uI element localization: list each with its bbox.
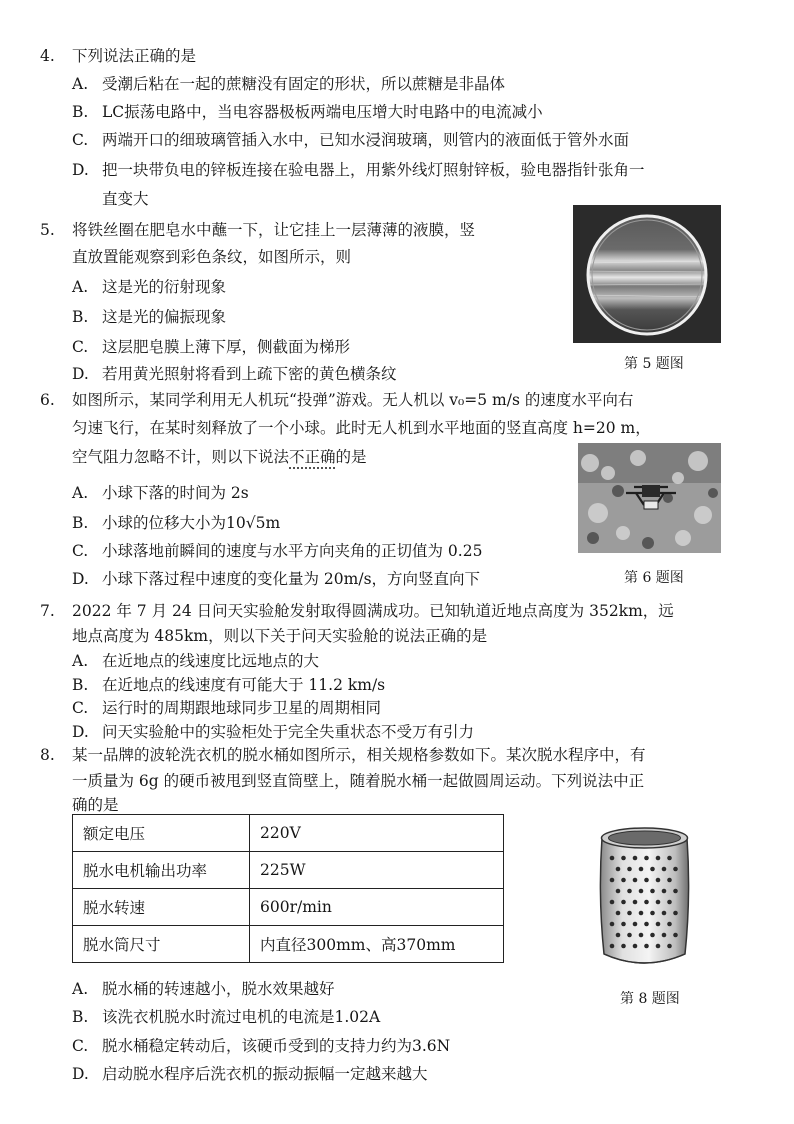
drum-hole — [633, 922, 638, 927]
q7-option-b-label: B. — [72, 676, 89, 694]
drum-hole — [644, 856, 649, 861]
q5-stem-line1: 将铁丝圈在肥皂水中蘸一下，让它挂上一层薄薄的液膜，竖 — [72, 221, 476, 239]
spec-value: 内直径300mm、高370mm — [250, 926, 504, 963]
q6-figure-caption: 第 6 题图 — [624, 570, 684, 586]
table-row — [73, 852, 504, 889]
drum-hole — [673, 889, 678, 894]
q6-stem-line3-a: 空气阻力忽略不计，则以下说法 — [72, 448, 290, 466]
q5-stem-line2: 直放置能观察到彩色条纹，如图所示，则 — [72, 248, 352, 266]
q5-option-c-label: C. — [72, 338, 89, 356]
drum-hole — [656, 856, 661, 861]
drum-hole — [650, 933, 655, 938]
drum-hole — [610, 922, 615, 927]
drum-hole — [616, 867, 621, 872]
q6-figure-drone-photo — [578, 443, 721, 553]
q7-number: 7. — [40, 602, 55, 620]
drum-hole — [639, 933, 644, 938]
q6-stem-line2: 匀速飞行，在某时刻释放了一个小球。此时无人机到水平地面的竖直高度 h=20 m， — [72, 419, 651, 437]
drum-hole — [673, 911, 678, 916]
q6-number: 6. — [40, 391, 55, 409]
table-row — [73, 889, 504, 926]
q4-option-d-label: D. — [72, 161, 89, 179]
q5-option-d-text: 若用黄光照射将看到上疏下密的黄色横条纹 — [102, 365, 397, 383]
q7-stem-line2: 地点高度为 485km，则以下关于问天实验舱的说法正确的是 — [72, 627, 488, 645]
spec-key: 脱水筒尺寸 — [73, 926, 250, 963]
drum-hole — [667, 944, 672, 949]
drum-hole — [650, 867, 655, 872]
q8-spec-table — [72, 814, 504, 963]
q4-number: 4. — [40, 47, 55, 65]
drum-hole — [639, 867, 644, 872]
spec-value: 220V — [250, 815, 504, 852]
q6-emphasis-not-correct: 不正确 — [289, 448, 336, 466]
drum-hole — [633, 856, 638, 861]
q4-stem: 下列说法正确的是 — [72, 47, 197, 65]
drum-hole — [667, 878, 672, 883]
drum-hole — [621, 922, 626, 927]
q6-stem-line3 — [72, 446, 367, 468]
drum-hole — [621, 878, 626, 883]
q5-option-a-text: 这是光的衍射现象 — [102, 278, 227, 296]
drum-hole — [656, 944, 661, 949]
drum-hole — [667, 856, 672, 861]
q8-figure-caption: 第 8 题图 — [620, 991, 680, 1007]
spec-value: 600r/min — [250, 889, 504, 926]
table-row — [73, 926, 504, 963]
drum-hole — [610, 944, 615, 949]
drum-hole — [650, 889, 655, 894]
q8-option-d-label: D. — [72, 1065, 89, 1083]
q6-stem-line3-c: 的是 — [335, 448, 367, 466]
drum-hole — [656, 900, 661, 905]
drum-hole — [644, 922, 649, 927]
drum-hole — [673, 867, 678, 872]
drum-hole — [656, 878, 661, 883]
q5-option-b-label: B. — [72, 308, 89, 326]
spec-key: 额定电压 — [73, 815, 250, 852]
drum-hole — [621, 856, 626, 861]
q8-stem-line3: 确的是 — [72, 796, 119, 814]
drum-hole — [610, 878, 615, 883]
q4-option-d-text: 把一块带负电的锌板连接在验电器上，用紫外线灯照射锌板，验电器指针张角一 — [102, 161, 645, 179]
drum-hole — [667, 900, 672, 905]
q7-option-c-label: C. — [72, 699, 89, 717]
q8-option-c-text: 脱水桶稳定转动后，该硬币受到的支持力约为3.6N — [102, 1037, 451, 1055]
drum-hole — [662, 867, 667, 872]
q7-option-d-label: D. — [72, 723, 89, 741]
q8-stem-line1: 某一品牌的波轮洗衣机的脱水桶如图所示，相关规格参数如下。某次脱水程序中，有 — [72, 746, 646, 764]
q6-stem-line1: 如图所示，某同学利用无人机玩“投弹”游戏。无人机以 v₀=5 m/s 的速度水平向右 — [72, 391, 634, 409]
q7-option-a-label: A. — [72, 652, 89, 670]
drum-hole — [673, 933, 678, 938]
q4-option-d-text-cont: 直变大 — [102, 190, 149, 208]
drum-hole — [633, 878, 638, 883]
q6-option-a-text: 小球下落的时间为 2s — [102, 484, 249, 502]
q5-figure-caption: 第 5 题图 — [624, 356, 684, 372]
drum-hole — [616, 933, 621, 938]
spec-key: 脱水转速 — [73, 889, 250, 926]
drum-hole — [627, 889, 632, 894]
drum-hole — [650, 911, 655, 916]
drum-hole — [639, 911, 644, 916]
q5-option-c-text: 这层肥皂膜上薄下厚，侧截面为梯形 — [102, 338, 351, 356]
q7-option-d-text: 问天实验舱中的实验柜处于完全失重状态不受万有引力 — [102, 723, 475, 741]
q8-option-a-label: A. — [72, 980, 89, 998]
drum-hole — [656, 922, 661, 927]
q8-option-d-text: 启动脱水程序后洗衣机的振动振幅一定越来越大 — [102, 1065, 428, 1083]
drum-hole — [662, 933, 667, 938]
q4-option-b-label: B. — [72, 103, 89, 121]
drum-hole — [633, 900, 638, 905]
q8-option-b-label: B. — [72, 1008, 89, 1026]
q8-number: 8. — [40, 746, 55, 764]
q8-option-b-text: 该洗衣机脱水时流过电机的电流是1.02A — [102, 1008, 381, 1026]
q7-option-c-text: 运行时的周期跟地球同步卫星的周期相同 — [102, 699, 382, 717]
q4-option-a-text: 受潮后粘在一起的蔗糖没有固定的形状，所以蔗糖是非晶体 — [102, 75, 506, 93]
q8-option-a-text: 脱水桶的转速越小，脱水效果越好 — [102, 980, 335, 998]
drum-hole — [621, 900, 626, 905]
q8-figure-spin-drum — [592, 822, 697, 972]
drum-hole — [627, 867, 632, 872]
q6-option-b-text: 小球的位移大小为10√5m — [102, 514, 281, 532]
drum-hole — [610, 900, 615, 905]
q4-option-a-label: A. — [72, 75, 89, 93]
drum-hole — [667, 922, 672, 927]
drum-hole — [610, 856, 615, 861]
drum-hole — [616, 889, 621, 894]
q4-option-c-text: 两端开口的细玻璃管插入水中，已知水浸润玻璃，则管内的液面低于管外水面 — [102, 131, 630, 149]
drum-hole — [644, 900, 649, 905]
q5-number: 5. — [40, 221, 55, 239]
q8-option-c-label: C. — [72, 1037, 89, 1055]
q4-option-b-text: LC振荡电路中，当电容器极板两端电压增大时电路中的电流减小 — [102, 103, 543, 121]
q5-option-d-label: D. — [72, 365, 89, 383]
spec-key: 脱水电机输出功率 — [73, 852, 250, 889]
drum-hole — [627, 933, 632, 938]
q4-option-c-label: C. — [72, 131, 89, 149]
spec-value: 225W — [250, 852, 504, 889]
q5-figure-soap-film — [573, 205, 721, 343]
drum-hole — [639, 889, 644, 894]
q6-option-d-text: 小球下落过程中速度的变化量为 20m/s，方向竖直向下 — [102, 570, 481, 588]
drum-hole — [627, 911, 632, 916]
q6-option-c-label: C. — [72, 542, 89, 560]
drum-hole — [644, 878, 649, 883]
q8-stem-line2: 一质量为 6g 的硬币被甩到竖直筒壁上，随着脱水桶一起做圆周运动。下列说法中正 — [72, 772, 645, 790]
q6-option-a-label: A. — [72, 484, 89, 502]
q6-option-d-label: D. — [72, 570, 89, 588]
q7-option-a-text: 在近地点的线速度比远地点的大 — [102, 652, 320, 670]
drum-hole — [633, 944, 638, 949]
drum-hole — [616, 911, 621, 916]
q7-option-b-text: 在近地点的线速度有可能大于 11.2 km/s — [102, 676, 386, 694]
drum-hole — [662, 911, 667, 916]
q5-option-a-label: A. — [72, 278, 89, 296]
drum-hole — [644, 944, 649, 949]
q5-option-b-text: 这是光的偏振现象 — [102, 308, 227, 326]
table-row — [73, 815, 504, 852]
drum-hole — [662, 889, 667, 894]
q7-stem-line1: 2022 年 7 月 24 日问天实验舱发射取得圆满成功。已知轨道近地点高度为 352km，远 — [72, 602, 674, 620]
q6-option-c-text: 小球落地前瞬间的速度与水平方向夹角的正切值为 0.25 — [102, 542, 483, 560]
q6-option-b-label: B. — [72, 514, 89, 532]
drum-hole — [621, 944, 626, 949]
